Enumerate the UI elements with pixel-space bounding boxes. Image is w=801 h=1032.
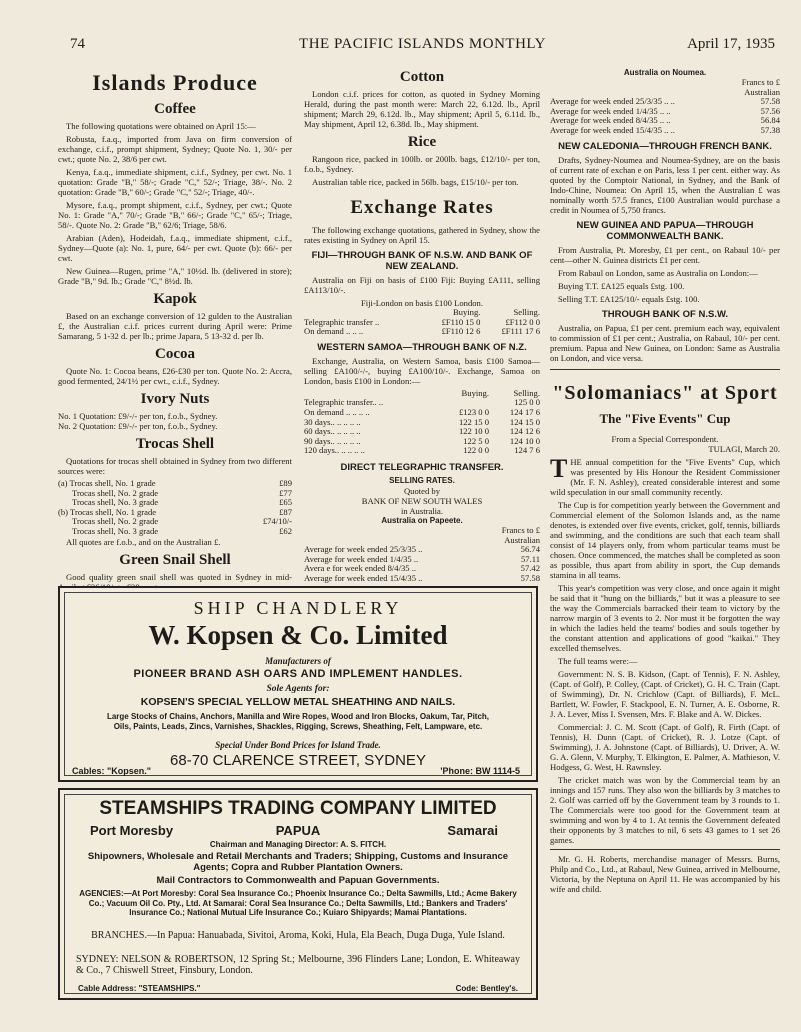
- col-selling: Selling.: [513, 387, 540, 398]
- samoa-buying: 122 15 0: [458, 416, 490, 427]
- nc-text: Drafts, Sydney-Noumea and Noumea-Sydney, are on the basis of current rate of exchan e on Paris, less 1 per cent. either way. As quoted by the Comptoir National, in Sydney, and the Bank of Indo-Chine, Noumea: On April 15, when the Australian £ was nominally worth 57.5 francs, £100 Australian would purchase a credit in Noumea of 5,750 francs.: [550, 154, 780, 215]
- fiji-buying: £F110 12 6: [441, 326, 481, 337]
- kopsen-agents: Sole Agents for:: [266, 684, 330, 694]
- samoa-label: 60 days.. .. .. .. ..: [304, 426, 361, 437]
- cotton-heading: Cotton: [399, 69, 445, 85]
- papeete-value: 56.74: [520, 544, 540, 555]
- sport-p2: The Cup is for competition yearly between the Government and Commercial element of the Solomon Islands and, as the name denotes, is extended over five events, cricket, golf, tennis, billiards and swimming, and the conditions are such that each team shall consist of 14 players only, from whom particular teams must be chosen. Once commenced, the matches shall be completed as soon as possible, thus apart from ability in sport, the Cup demands stamina in all teams.: [550, 499, 780, 580]
- papeete-table: [304, 526, 540, 584]
- noumea-value: 57.56: [760, 105, 780, 116]
- samoa-label: 30 days.. .. .. .. ..: [304, 416, 361, 427]
- sport-subtitle: The "Five Events" Cup: [599, 410, 731, 426]
- ivory-line: No. 1 Quotation: £9/-/- per ton, f.o.b., Sydney.: [58, 411, 218, 421]
- direct-in: in Australia.: [400, 505, 443, 516]
- trocas-note: All quotes are f.o.b., and on the Australian £.: [66, 536, 221, 547]
- direct-sub: SELLING RATES.: [389, 475, 455, 485]
- exchange-column: [304, 68, 540, 584]
- trocas-price: £89: [279, 478, 292, 488]
- noumea-label: Average for week ended 15/4/35 .. ..: [550, 124, 675, 135]
- trocas-heading: Trocas Shell: [135, 436, 215, 452]
- table-row: [304, 446, 540, 456]
- papeete-label: Average for week ended 25/3/35 ..: [304, 544, 423, 555]
- papua-text2: From Rabaul on London, same as Australia on London:—: [558, 267, 758, 278]
- papua-heading: NEW GUINEA AND PAPUA—THROUGH COMMONWEALTH BANK.: [576, 219, 754, 242]
- kopsen-heading: SHIP CHANDLERY: [193, 598, 403, 618]
- trocas-price: £77: [279, 487, 292, 498]
- page-number: 74: [70, 36, 85, 52]
- samoa-selling: 125 0 0: [514, 397, 540, 408]
- noumea-label: Average for week ended 25/3/35 .. ..: [550, 96, 675, 107]
- col-selling: Selling.: [513, 307, 540, 317]
- cotton-text: London c.i.f. prices for cotton, as quoted in Sydney Morning Herald, during the past month were: March 22, 6.12d. lb., April shipment; March 29, 6.12d. lb., May shipment; April 5, 6.11d. lb., May shipment, April 12, 6.38d. lb., May shipment.: [304, 89, 540, 129]
- cocoa-heading: Cocoa: [155, 346, 195, 362]
- rice-heading: Rice: [407, 134, 437, 150]
- samoa-selling: 124 17 6: [509, 406, 540, 417]
- fiji-table: [304, 308, 540, 337]
- fiji-buying: £F110 15 0: [441, 316, 481, 327]
- trocas-label: Trocas shell, No. 3 grade: [72, 497, 159, 508]
- papeete-value: 57.11: [520, 553, 540, 564]
- samoa-buying: 122 10 0: [458, 426, 490, 437]
- direct-bank: BANK OF NEW SOUTH WALES: [361, 495, 483, 506]
- papua-selling: Selling T.T. £A125/10/- equals £stg. 100.: [558, 293, 700, 304]
- trocas-label: (a) Trocas shell, No. 1 grade: [58, 478, 156, 488]
- trocas-price: £65: [279, 497, 292, 508]
- direct-quoted: Quoted by: [403, 485, 441, 496]
- steamships-loc2: PAPUA: [275, 823, 321, 838]
- samoa-table: [304, 389, 540, 456]
- samoa-label: On demand .. .. .. ..: [304, 406, 370, 417]
- samoa-label: 120 days.. .. .. .. ..: [304, 445, 365, 456]
- col-buying: Buying.: [452, 307, 481, 317]
- nc-heading: NEW CALEDONIA—THROUGH FRENCH BANK.: [558, 140, 772, 152]
- sport-dateline: TULAGI, March 20.: [708, 443, 780, 454]
- fiji-basis: Fiji-London on basis £100 London.: [361, 298, 483, 308]
- sport-p8: Mr. G. H. Roberts, merchandise manager of Messrs. Burns, Philp and Co., Ltd., at Rabaul, New Guinea, arrived in Melbourne, Victoria, by the Neptuna on April 11. He was accompanied by his wife and child.: [550, 853, 780, 894]
- fiji-heading: FIJI—THROUGH BANK OF N.S.W. AND BANK OF NEW ZEALAND.: [311, 250, 533, 272]
- samoa-selling: 124 7 6: [514, 445, 540, 456]
- magazine-title: THE PACIFIC ISLANDS MONTHLY: [299, 36, 546, 52]
- steamships-services: Shipowners, Wholesale and Retail Merchants and Traders; Shipping, Customs and Insurance Agents; Copra and Rubber Plantation Owners.: [87, 851, 509, 873]
- kopsen-manufacturers: Manufacturers of: [265, 656, 331, 666]
- sport-p4: The full teams were:—: [558, 655, 638, 666]
- coffee-new-guinea: New Guinea—Rugen, prime "A," 10½d. lb. (delivered in store); Grade "B," 9d. lb.; Grade "C," 8½d. lb.: [58, 266, 292, 286]
- coffee-kenya: Kenya, f.a.q., immediate shipment, c.i.f., Sydney, per cwt. No. 1 quotation: Grade "B," 58/-; Grade "C," 52/-; Triage, 38/-. No. 2 quotation: Grade "B," 60/-; Grade "C," 52/-; Triage, 40/-.: [58, 167, 292, 197]
- papeete-value: 57.42: [520, 563, 540, 574]
- coffee-mysore: Mysore, f.a.q., prompt shipment, c.i.f., Sydney, per cwt.; Quote No. 1: Grade "A," 70/-; Grade "B," 66/-; Grade "C," 65/-; Triage, 58/-. Quote No. 2: Grade "B," 62/6; Triage, 58/6.: [58, 200, 292, 230]
- trocas-label: Trocas shell, No. 2 grade: [72, 516, 159, 527]
- ivory-heading: Ivory Nuts: [140, 391, 210, 407]
- right-column: [550, 68, 780, 897]
- trocas-price: £87: [279, 506, 292, 517]
- table-row: [304, 327, 540, 337]
- kopsen-ad: [58, 586, 538, 782]
- trocas-label: Trocas shell, No. 3 grade: [72, 525, 159, 536]
- snail-text: Good quality green snail shell was quoted in Sydney in mid-: [66, 571, 292, 582]
- rice-text: Rangoon rice, packed in 100lb. or 200lb. bags, £12/10/- per ton, f.o.b., Sydney.: [304, 154, 540, 174]
- fiji-selling: £F111 17 6: [501, 326, 540, 337]
- papua-text: From Australia, Pt. Moresby, £1 per cent., on Rabaul 10/- per cent—other N. Guinea districts £1 per cent.: [550, 244, 780, 265]
- produce-title: Islands Produce: [92, 70, 258, 95]
- table-row: [550, 126, 780, 136]
- samoa-selling: 124 12 6: [509, 426, 540, 437]
- steamships-loc3: Samarai: [447, 823, 498, 838]
- coffee-heading: Coffee: [154, 101, 196, 117]
- kopsen-stock: Large Stocks of Chains, Anchors, Manilla and Wire Ropes, Wood and Iron Blocks, Oakum, Tar, Pitch, Oils, Paints, Leads, Zincs, Varnishes, Shackles, Rigging, Screws, Sheathing, Felt, Lampware, etc.: [106, 712, 490, 731]
- papeete-value: 57.58: [520, 572, 540, 583]
- nsw-heading: THROUGH BANK OF N.S.W.: [601, 308, 729, 320]
- coffee-robusta: Robusta, f.a.q., imported from Java on firm conversion of exchange, c.i.f., prompt shipment, Sydney; Quote No. 1, 30/- per cwt.; quote No. 2, 38/6 per cwt.: [58, 134, 292, 164]
- trocas-price: £74/10/-: [262, 516, 292, 527]
- sport-p1: [550, 453, 780, 497]
- papeete-heading: Australia on Papeete.: [381, 515, 463, 525]
- kopsen-cables: Cables: "Kopsen.": [72, 766, 152, 776]
- samoa-text: Exchange, Australia, on Western Samoa, basis £100 Samoa—selling £A100/-/-, buying £A100/10/-. Exchange, Samoa on London, basis £100 in London:—: [304, 355, 540, 386]
- cocoa-text: Quote No. 1: Cocoa beans, £26-£30 per ton. Quote No. 2: Accra, good fermented, 24/1½ per cwt., c.i.f., Sydney.: [58, 366, 292, 386]
- exchange-intro: The following exchange quotations, gathered in Sydney, show the rates existing in Sydney on April 15.: [304, 225, 540, 245]
- noumea-value: 56.84: [760, 115, 780, 126]
- steamships-code: Code: Bentley's.: [455, 984, 518, 993]
- samoa-label: Telegraphic transfer.. ..: [304, 397, 384, 408]
- fiji-label: On demand .. .. ..: [304, 326, 364, 337]
- fiji-label: Telegraphic transfer ..: [304, 316, 380, 327]
- steamships-company: STEAMSHIPS TRADING COMPANY LIMITED: [99, 798, 497, 819]
- sport-p7: The cricket match was won by the Commercial team by an innings and 157 runs. They also won the billiards by 3 matches to 2. Golf was carried off by the Government team by 3 rounds to 1. The Commercials were too good for the Government team at swimming and won by 4 to 1. At tennis the Government defeated their opponents by 3 matches to nil, 6 sets 43 games to 1 set 26 games.: [550, 774, 780, 845]
- issue-date: April 17, 1935: [687, 36, 775, 52]
- sport-p6: Commercial: J. C. M. Scott (Capt. of Golf), R. Firth (Capt. of Tennis), H. Dunn (Capt. of Cricket), R. J. Lotze (Capt. of Swimming), J. A. Johnstone (Capt. of Billiards), U. Driver, A. W. G. A. Glenn, V. Murphy, T. Elkington, E. Palmer, A. Mathieson, V. Hodgess, G. West, H. Rawnsley.: [550, 721, 780, 772]
- noumea-label: Average for week ended 8/4/35 .. ..: [550, 115, 671, 126]
- produce-column: [58, 70, 292, 595]
- page-header: [70, 36, 775, 58]
- steamships-chairman: Chairman and Managing Director: A. S. FITCH.: [209, 840, 387, 849]
- samoa-buying: 122 0 0: [463, 445, 490, 456]
- samoa-heading: WESTERN SAMOA—THROUGH BANK OF N.Z.: [317, 341, 527, 353]
- steamships-loc1: Port Moresby: [90, 823, 174, 838]
- col-francs: Francs to £: [741, 77, 780, 87]
- papeete-label: Average for week ended 15/4/35 ..: [304, 572, 423, 583]
- trocas-intro: Quotations for trocas shell obtained in Sydney from two different sources were:: [58, 456, 292, 476]
- exchange-title: Exchange Rates: [350, 197, 494, 218]
- col-buying: Buying.: [461, 387, 490, 398]
- trocas-price: £62: [279, 525, 292, 536]
- ivory-line: No. 2 Quotation: £9/-/- per ton, f.o.b., Sydney.: [58, 421, 218, 431]
- sport-p5: Government: N. S. B. Kidson, (Capt. of Tennis), F. N. Ashley, (Capt. of Golf), P. Colley, (Capt. of Cricket), G. H. C. Train (Capt. of Swimming), Dr. N. Crichlow (Capt. of Billiards), F. McL. Bartlett, W. Fowler, F. Stackpool, E. N. Turner, A. E. Osborne, R. J. A. Lever, Miss I. Svensen, Mrs. F. Blake and A. W. Dickes.: [550, 668, 780, 719]
- samoa-selling: 124 10 0: [509, 435, 540, 446]
- noumea-value: 57.38: [760, 124, 780, 135]
- samoa-buying: 122 5 0: [463, 435, 490, 446]
- steamships-mail: Mail Contractors to Commonwealth and Papuan Governments.: [156, 875, 440, 886]
- kopsen-sheathing: KOPSEN'S SPECIAL YELLOW METAL SHEATHING AND NAILS.: [140, 696, 456, 708]
- noumea-table: [550, 78, 780, 136]
- papua-buying: Buying T.T. £A125 equals £stg. 100.: [558, 280, 685, 291]
- kopsen-phone: 'Phone: BW 1114-5: [440, 766, 520, 776]
- sport-title: "Solomaniacs" at Sport: [552, 381, 778, 404]
- direct-heading: DIRECT TELEGRAPHIC TRANSFER.: [340, 461, 504, 473]
- kapok-heading: Kapok: [153, 291, 197, 307]
- sport-p3: This year's competition was very close, and once again it might be said that it "hung on the billiards," but it was a pleasure to see the way the Commercials barracked their team to victory by the narrow margin of 3 events to 2. Nor must it be forgotten the way in which the ladies held the teams' bodies and souls together by the constant attention and applications of good "kaikai." They excelled themselves.: [550, 582, 780, 653]
- kopsen-products: PIONEER BRAND ASH OARS AND IMPLEMENT HANDLES.: [133, 668, 463, 680]
- ivory-lines: [58, 411, 292, 431]
- papeete-label: Avera e for week ended 8/4/35 ..: [304, 563, 416, 574]
- snail-heading: Green Snail Shell: [119, 551, 231, 568]
- kopsen-bond: Special Under Bond Prices for Island Trade.: [215, 740, 381, 750]
- samoa-buying: £123 0 0: [458, 406, 490, 417]
- sport-byline: From a Special Correspondent.: [611, 433, 719, 444]
- fiji-text: Australia on Fiji on basis of £100 Fiji: Buying £A111, selling £A113/10/-.: [304, 275, 540, 295]
- sport-p1-text: HE annual competition for the "Five Events" Cup, which was presented by His Honour the Resident Commissioner (Mr. F. N. Ashley), created considerable interest and some wild speculation in our small community recently.: [550, 456, 780, 497]
- noumea-label: Average for week ended 1/4/35 .. ..: [550, 105, 671, 116]
- kopsen-address: 68-70 CLARENCE STREET, SYDNEY: [170, 752, 426, 769]
- trocas-table: [58, 479, 292, 537]
- table-row: [58, 527, 292, 537]
- nsw-text: Australia, on Papua, £1 per cent. premium each way, equivalent to commission of £1 per cent.; Australia, on Rabaul, 10/- per cent. premium. Papua and New Guinea, on London: Same as Australia on London, and vice versa.: [550, 322, 780, 363]
- samoa-label: 90 days.. .. .. .. ..: [304, 435, 361, 446]
- noumea-value: 57.58: [760, 96, 780, 107]
- table-row: [304, 574, 540, 584]
- col-australian: Australian: [744, 86, 780, 97]
- trocas-label: (b) Trocas shell, No. 1 grade: [58, 506, 157, 517]
- rice-text: Australian table rice, packed in 56lb. bags, £15/10/- per ton.: [312, 177, 519, 187]
- col-francs: Francs to £: [501, 524, 540, 535]
- coffee-arabian: Arabian (Aden), Hodeidah, f.a.q., immediate shipment, c.i.f., Sydney—Quote (a): No. 1, pure, 64/- per cwt. Quote (b): 66/- per cwt.: [58, 233, 292, 263]
- steamships-branches: BRANCHES.—In Papua: Hanuabada, Sivitoi, Aroma, Koki, Hula, Ela Beach, Duga Duga, Yule Island.: [91, 930, 505, 941]
- col-australian: Australian: [504, 534, 540, 545]
- steamships-ad: [58, 788, 538, 1000]
- drop-cap: T: [550, 453, 568, 483]
- steamships-agencies: AGENCIES:—At Port Moresby: Coral Sea Insurance Co.; Phoenix Insurance Co.; Delta Sawmills, Ltd.; Acme Bakery Co.; Vacuum Oil Co. Pty., Ltd. At Samarai: Coral Sea Insurance Co.; Delta Sawmills, Ltd.; Bankers and Traders' Insurance Co.; National Mutual Life Insurance Co.; Kuiaro Shipyards; Mamai Plantations.: [79, 889, 517, 917]
- kopsen-company: W. Kopsen & Co. Limited: [148, 620, 448, 650]
- fiji-selling: £F112 0 0: [505, 316, 540, 327]
- noumea-heading: Australia on Noumea.: [623, 68, 707, 77]
- steamships-cable: Cable Address: "STEAMSHIPS.": [78, 984, 201, 993]
- trocas-label: Trocas shell, No. 2 grade: [72, 487, 159, 498]
- samoa-selling: 124 15 0: [509, 416, 540, 427]
- kapok-text: Based on an exchange conversion of 12 gulden to the Australian £, the Australian c.i.f. prices current during April were: Prime Samarang, 5 1-32 d. per lb.; prime Japara, 5 13-32 d. per lb.: [58, 311, 292, 341]
- steamships-sydney: SYDNEY: NELSON & ROBERTSON, 12 Spring St.; Melbourne, 396 Flinders Lane; London, E. Whiteaway & Co., 7 Chiswell Street, Finsbury, London.: [76, 954, 520, 976]
- coffee-intro: The following quotations were obtained on April 15:—: [66, 121, 256, 131]
- papeete-label: Average for week ended 1/4/35 ..: [304, 553, 419, 564]
